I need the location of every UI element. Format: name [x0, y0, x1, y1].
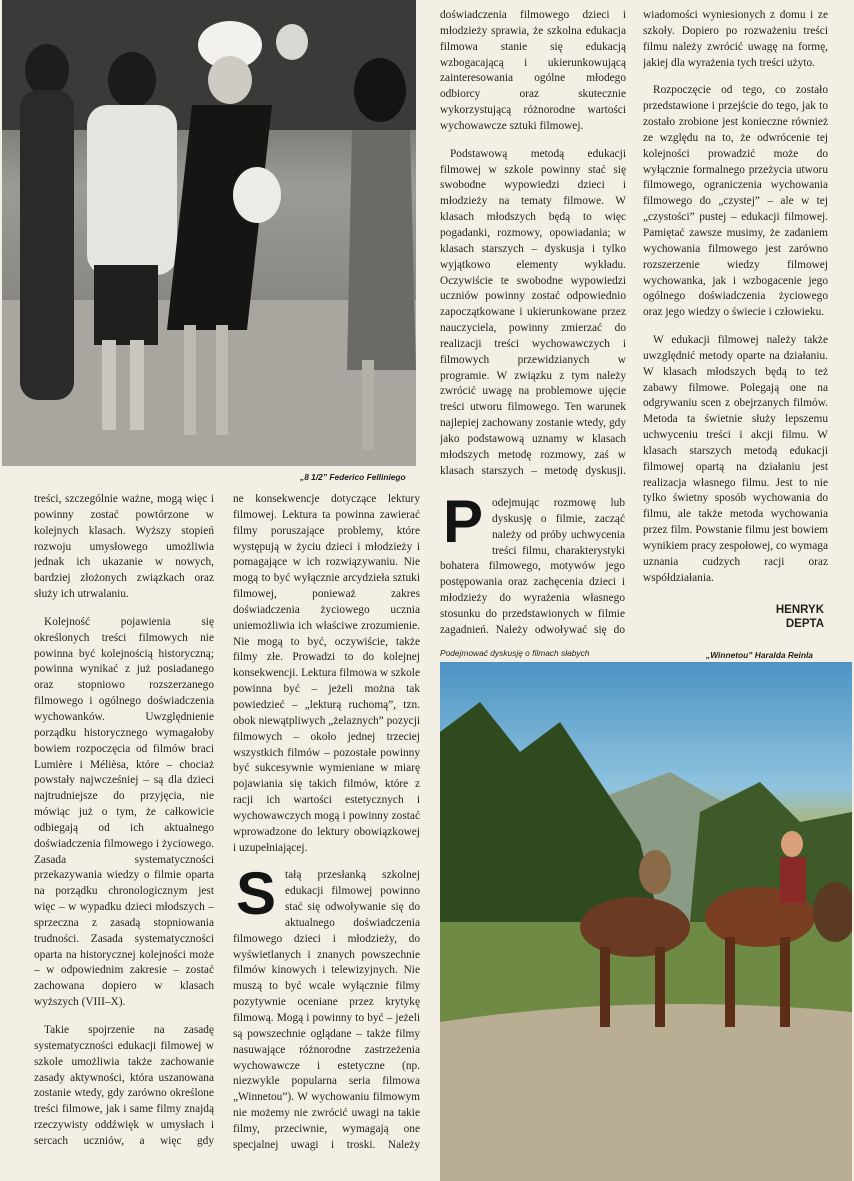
film-still-8-1-2-illustration	[2, 0, 416, 466]
top-photo-caption-title: „8 1/2”	[300, 472, 328, 482]
article-column-3	[440, 496, 625, 641]
dropcap-p: P	[442, 496, 484, 555]
paragraph: Podstawową metodą edukacji filmowej w szkole powinny stać się swobodne wypowiedzi dzieci i młodzieży na tematy filmowe. W klasach młodszych będą to więc pogadanki, rozmowy, opowiadania; w klasach starszych – dyskusja i tylko wyjątkowo elementy wykładu. Oczywiście te swobodne wypowiedzi uczniów powinny zostać odpowiednio zapoczątkowane i ukierunkowane przez nauczyciela, powinny zmierzać do realizacji treści wychowawczych i filmowych przewidzianych w programie. W związku z tym należy zwrócić uwagę na problemowe ujęcie treści utworu filmowego. Ten warunek najlepiej zachowany zostanie wtedy, gdy jako podstawową uznamy w klasach młodszych metodę rozmowy, zaś w klasach starszych – metodę dyskusji.	[440, 147, 626, 477]
film-still-8-1-2-photo	[2, 0, 416, 466]
bottom-photo-caption-title: „Winnetou”	[706, 650, 753, 660]
paragraph: treści, szczególnie ważne, mogą więc i powinny zostać powtórzone w kolejnych klasach. Wyższy stopień rozwoju umysłowego umożliwia jednak ich ukazanie w nowych, bardziej złożonych związkach oraz służy ich utrwalaniu.	[34, 493, 214, 601]
film-still-winnetou-photo	[440, 662, 852, 1181]
top-photo-caption	[300, 472, 406, 482]
dropcap-s: S	[235, 860, 277, 928]
article-column-1	[34, 492, 214, 1152]
paragraph: Rozpoczęcie od tego, co zostało przedstawione i przejście do tego, jak to zostało zrobione jest konieczne również ze względu na to, że odwrócenie tej kolejności prowadzić może do wyłącznie formalnego przeżycia utworu filmowego, ograniczenia wychowania filmowego do „czystej” – ale w tej „czystości” pustej – edukacji filmowej. Pamiętać zawsze musimy, że zadaniem wychowania filmowego jest zarówno rozszerzenie wiedzy filmowej wychowanka, jak i wzbogacenie jego ogólnego doświadczenia życiowego oraz jego wiedzy o świecie i człowieku.	[643, 84, 828, 319]
paragraph-text: odejmując rozmowę lub dyskusję o filmie, zacząć należy od próby uchwycenia treści filmu, charakterystyki bohatera filmowego, motywów jego postępowania oraz zachęcenia dzieci i młodzieży do wyrażenia własnego stosunku do przedstawionych w filmie zagadnień. Należy odwoływać się do	[440, 497, 625, 636]
article-column-upper-right	[643, 8, 828, 598]
article-column-2	[233, 492, 420, 1152]
paragraph-with-dropcap	[440, 496, 625, 641]
paragraph: W edukacji filmowej należy także uwzględnić metody oparte na działaniu. W klasach młodszych będą to też zabawy filmowe. Polegają one na odgrywaniu scen z obejrzanych filmów. Metoda ta świetnie służy lepszemu uchwyceniu treści i akcji filmu. W klasach starszych metodą edukacji filmowej opartą na działaniu jest realizacja własnego filmu. Jest to nie tylko świetny sposób wychowania do filmu, ale także metoda wychowania przez film. Powstanie filmu jest bowiem wynikiem pracy zespołowej, co wymaga uznania cudzych racji oraz współdziałania.	[643, 334, 828, 584]
paragraph: Takie spojrzenie na zasadę systematyczności edukacji filmowej w szkole umożliwia także zachowanie zasady aktywności, która uszanowana zostanie wtedy, gdy zarówno określone treści filmowe, jak i same filmy znajdą rzeczywisty oddźwięk w umysłach i sercach uczniów, a więc gdy	[34, 1024, 214, 1147]
bottom-photo-caption-director: Haralda Reinla	[754, 650, 813, 660]
author-first-name: HENRYK	[775, 604, 824, 616]
paragraph: doświadczenia filmowego dzieci i młodzieży sprawia, że szkolna edukacja filmowa stanie się edukacją wzbogacającą i ukierunkowującą zainteresowania ogólne młodego odbiorcy oraz skutecznie wykorzystującą różnorodne wartości wychowawcze sztuki filmowej.	[440, 9, 626, 132]
paragraph-with-dropcap	[233, 860, 420, 1152]
article-column-upper-middle	[440, 8, 626, 478]
top-photo-caption-director: Federico Felliniego	[329, 472, 406, 482]
discussion-caption: Podejmować dyskusję o filmach słabych	[440, 648, 590, 658]
paragraph: Kolejność pojawienia się określonych treści filmowych nie powinna być kolejnością historyczną; powinna wynikać z już posiadanego oraz stopniowo rozszerzanego filmowego i ogólnego doświadczenia wychowanków. Uwzględnienie porządku historycznego wymagałoby bowiem rozpoczęcia od filmów braci Lumière i Mélièsa, które – chociaż powstały najwcześniej – są dla dzieci najtrudniejsze do przyjęcia, nie mówiąc już o tym, że całkowicie odbiegają od ich aktualnego doświadczenia filmowego i życiowego. Zasada systematyczności przekazywania wiedzy o filmie oparta na porządku chronologicznym jest więc – w wypadku dzieci młodszych – sprzeczna z zasadą stopniowania trudności. Zasada systematyczności oparta na historycznej kolejności może – w odpowiednim zakresie – zostać zachowana dopiero w klasach wyższych (VIII–X).	[34, 615, 214, 1009]
paragraph: wiadomości wyniesionych z domu i ze szkoły. Dopiero po rozważeniu treści filmu należy zwrócić uwagę na formę, jakiej dla wyrażenia tych treści użyto.	[643, 9, 828, 69]
bottom-photo-caption	[706, 650, 813, 660]
paragraph-text: tałą przesłanką szkolnej edukacji filmowej powinno stać się odwoływanie się do aktualnego doświadczenia filmowego dzieci i młodzieży, do wyświetlanych i znanych powszechnie filmów kinowych i telewizyjnych. Nie muszą to być wcale wyłącznie filmy pozytywnie oceniane przez krytykę filmową. Mogą i powinny to być – jeżeli są powszechnie oglądane – także filmy nasuwające różnorodne zastrzeżenia wychowawcze i estetyczne (np. niezwykle popularna seria filmowa „Winnetou”). W wychowaniu filmowym nie możemy nie zwrócić uwagi na takie filmy, przeciwnie, wymagają one specjalnej uwagi i troski. Należy	[233, 869, 420, 1151]
author-last-name: DEPTA	[785, 618, 824, 630]
paragraph: ne konsekwencje dotyczące lektury filmowej. Lektura ta powinna zawierać filmy poruszające problemy, które występują w życiu dzieci i młodzieży i pomagające w ich rozwiązywaniu. Nie mogą to być wyłącznie arcydzieła sztuki filmowej, ponieważ zakres doświadczenia życiowego ucznia uniemożliwia ich właściwe zrozumienie. Nie mogą to być, oczywiście, także filmy złe. Prowadzi to do kolejnej konsekwencji. Lektura filmowa w szkole powinna być – jeżeli można tak powiedzieć – „lekturą ruchomą”, tzn. obok niewątpliwych „żelaznych” pozycji filmowych – około jednej trzeciej wszystkich filmów – pozostałe powinny być sukcesywnie wymieniane w miarę pojawiania się takich filmów, które z racji ich wartości estetycznych i wychowawczych mogą i powinny zostać wprowadzone do lektury obowiązkowej i uzupełniającej.	[233, 493, 420, 854]
article-author	[776, 603, 824, 631]
film-still-winnetou-illustration	[440, 662, 852, 1181]
